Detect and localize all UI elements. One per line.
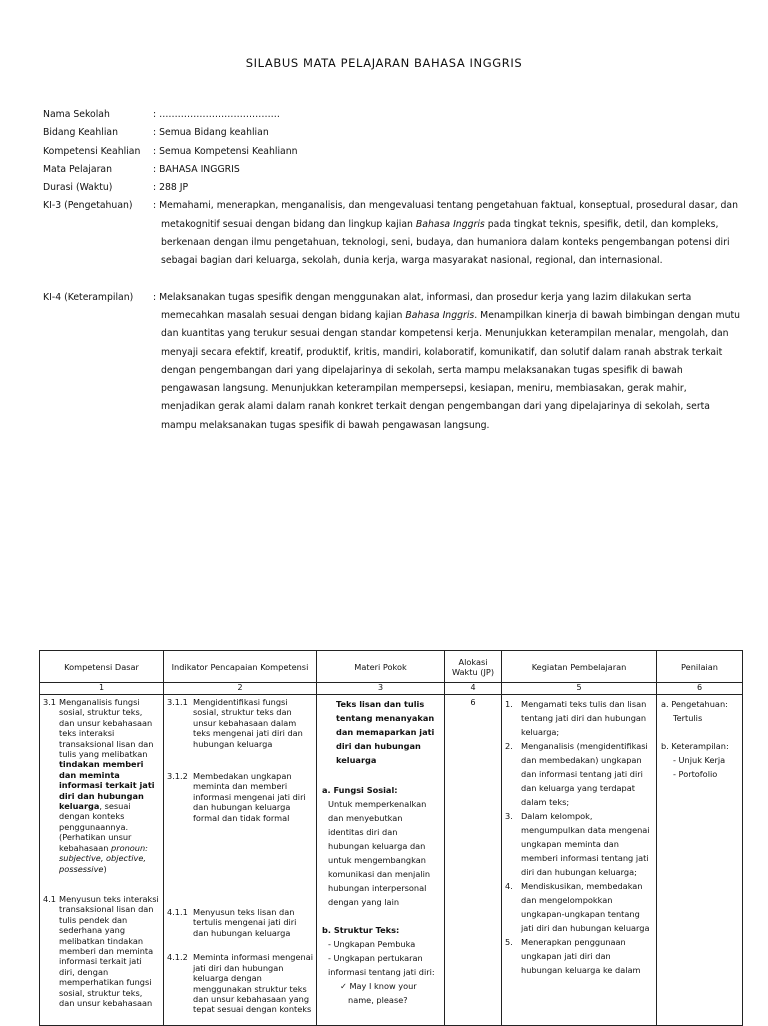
info-value: : ………………………………… bbox=[153, 109, 280, 120]
materi-struktur-item: - Ungkapan pertukaran informasi tentang jati diri: bbox=[328, 953, 435, 977]
kd-item: 4.1 Menyusun teks interaksi transaksional lisan dan tulis pendek dan sederhana yang melibatkan tindakan memberi dan meminta informasi terkait jati diri, dengan memperhatikan fungsi sosial, struktur teks, dan unsur kebahasaan bbox=[43, 893, 159, 1008]
ki3-text: : Memahami, menerapkan, menganalisis, dan mengevaluasi tentang pengetahuan faktual, konseptual, prosedural dasar, dan metakognitif sesuai dengan bidang dan lingkup kajian Bahasa Inggris pada tingkat teknis, spesifik, detil, dan kompleks, berkenaan dengan ilmu pengetahuan, teknologi, seni, budaya, dan humaniora dalam konteks pengembangan potensi diri sebagai bagian dari keluarga, sekolah, dunia kerja, warga masyarakat nasional, regional, dan internasional. bbox=[153, 200, 738, 267]
info-label: Kompetensi Keahlian bbox=[43, 145, 141, 157]
info-value: : Semua Bidang keahlian bbox=[153, 127, 269, 139]
materi-heading: Teks lisan dan tulis tentang menanyakan dan memaparkan jati diri dan hubungan keluarga bbox=[336, 699, 435, 765]
penilaian-cell bbox=[657, 695, 743, 1026]
info-label: Durasi (Waktu) bbox=[43, 182, 113, 194]
header-kegiatan: Kegiatan Pembelajaran bbox=[502, 651, 657, 683]
penilaian-tertulis: Tertulis bbox=[673, 713, 703, 723]
materi-struktur-item: - Ungkapan Pembuka bbox=[328, 939, 416, 949]
indikator-item: 4.1.2 Meminta informasi mengenai jati diri dan hubungan keluarga dengan menggunakan struktur teks dan unsur kebahasaan yang tepat sesuai dengan konteks bbox=[167, 952, 314, 1015]
materi-cell bbox=[317, 695, 445, 1026]
materi-fungsi-text: Untuk memperkenalkan dan menyebutkan identitas diri dan hubungan keluarga dan untuk mengembangkan komunikasi dan menjalin hubungan interpersonal dengan yang lain bbox=[328, 799, 431, 907]
indikator-item: 3.1.1 Mengidentifikasi fungsi sosial, struktur teks dan unsur kebahasaan dalam teks mengenai jati diri dan hubungan keluarga bbox=[167, 697, 303, 749]
info-row-competency bbox=[43, 143, 743, 161]
kd-item: 3.1 Menganalisis fungsi sosial, struktur teks, dan unsur kebahasaan teks interaksi transaksional lisan dan tulis yang melibatkan tindakan memberi dan meminta informasi terkait jati diri dan hubungan keluarga, sesuai dengan konteks penggunaannya. (Perhatikan unsur kebahasaan pronoun: subjective, objective, possessive) bbox=[43, 697, 155, 874]
kegiatan-item: 1. Mengamati teks tulis dan lisan tentang jati diri dan hubungan keluarga; bbox=[505, 699, 647, 737]
kegiatan-cell bbox=[502, 695, 657, 1026]
column-number: 4 bbox=[445, 683, 502, 695]
info-value: : Semua Kompetensi Keahliann bbox=[153, 145, 298, 157]
kegiatan-item: 2. Menganalisis (mengidentifikasi dan membedakan) ungkapan dan informasi tentang jati diri dan keluarga yang terdapat dalam teks; bbox=[505, 741, 648, 807]
info-value: : BAHASA INGGRIS bbox=[153, 163, 240, 175]
info-row-school bbox=[43, 106, 743, 124]
column-number: 1 bbox=[40, 683, 164, 695]
syllabus-table bbox=[39, 650, 743, 1026]
kegiatan-item: 5. Menerapkan penggunaan ungkapan jati diri dan hubungan keluarga ke dalam bbox=[505, 937, 641, 975]
ki4-label: KI-4 (Keterampilan) bbox=[43, 291, 134, 303]
kd-cell bbox=[40, 695, 164, 1026]
materi-struktur-label: b. Struktur Teks: bbox=[322, 925, 400, 935]
ki4-text: : Melaksanakan tugas spesifik dengan menggunakan alat, informasi, dan prosedur kerja yang lazim dilakukan serta memecahkan masalah sesuai dengan bidang kajian Bahasa Inggris. Menampilkan kinerja di bawah bimbingan dengan mutu dan kuantitas yang terukur sesuai dengan standar kompetensi kerja. Menunjukkan keterampilan menalar, mengolah, dan menyaji secara efektif, kreatif, produktif, kritis, mandiri, kolaboratif, komunikatif, dan solutif dalam ranah abstrak terkait dengan pengembangan dari yang dipelajarinya di sekolah, serta mampu melaksanakan tugas spesifik di bawah pengawasan langsung. Menunjukkan keterampilan mempersepsi, kesiapan, meniru, membiasakan, gerak mahir, menjadikan gerak alami dalam ranah konkret terkait dengan pengembangan dari yang dipelajarinya di sekolah, serta mampu melaksanakan tugas spesifik di bawah pengawasan langsung. bbox=[153, 291, 741, 431]
header-indikator: Indikator Pencapaian Kompetensi bbox=[164, 651, 317, 683]
ki3-label: KI-3 (Pengetahuan) bbox=[43, 200, 133, 212]
info-label: Nama Sekolah bbox=[43, 109, 110, 120]
info-row-field bbox=[43, 124, 743, 142]
materi-check-item: ✓ May I know your name, please? bbox=[340, 981, 417, 1005]
indikator-item: 4.1.1 Menyusun teks lisan dan tertulis mengenai jati diri dan hubungan keluarga bbox=[167, 907, 297, 938]
penilaian-item: - Portofolio bbox=[673, 769, 718, 779]
document-title: SILABUS MATA PELAJARAN BAHASA INGGRIS bbox=[245, 56, 523, 70]
alokasi-cell: 6 bbox=[445, 695, 502, 1026]
kegiatan-item: 3. Dalam kelompok, mengumpulkan data mengenai ungkapan meminta dan memberi informasi tentang jati diri dan hubungan keluarga; bbox=[505, 811, 650, 877]
materi-fungsi-label: a. Fungsi Sosial: bbox=[322, 785, 398, 795]
school-info bbox=[43, 106, 743, 435]
info-label: Bidang Keahlian bbox=[43, 127, 119, 139]
penilaian-item: - Unjuk Kerja bbox=[673, 755, 726, 765]
penilaian-pengetahuan: a. Pengetahuan: bbox=[661, 699, 728, 709]
header-materi-pokok: Materi Pokok bbox=[317, 651, 445, 683]
ki4-row bbox=[43, 289, 743, 435]
header-alokasi-waktu: Alokasi Waktu (JP) bbox=[445, 651, 502, 683]
header-kompetensi-dasar: Kompetensi Dasar bbox=[40, 651, 164, 683]
column-number: 5 bbox=[502, 683, 657, 695]
indikator-item: 3.1.2 Membedakan ungkapan meminta dan memberi informasi mengenai jati diri dan hubungan keluarga formal dan tidak formal bbox=[167, 771, 306, 823]
ki3-row bbox=[43, 197, 743, 270]
indikator-cell bbox=[164, 695, 317, 1026]
info-row-duration bbox=[43, 179, 743, 197]
info-label: Mata Pelajaran bbox=[43, 163, 112, 175]
column-number: 3 bbox=[317, 683, 445, 695]
kegiatan-item: 4. Mendiskusikan, membedakan dan mengelompokkan ungkapan-ungkapan tentang jati diri dan hubungan keluarga bbox=[505, 881, 650, 933]
info-row-subject bbox=[43, 161, 743, 179]
penilaian-keterampilan: b. Keterampilan: bbox=[661, 741, 729, 751]
header-penilaian: Penilaian bbox=[657, 651, 743, 683]
column-number: 2 bbox=[164, 683, 317, 695]
column-number: 6 bbox=[657, 683, 743, 695]
info-value: : 288 JP bbox=[153, 182, 189, 194]
